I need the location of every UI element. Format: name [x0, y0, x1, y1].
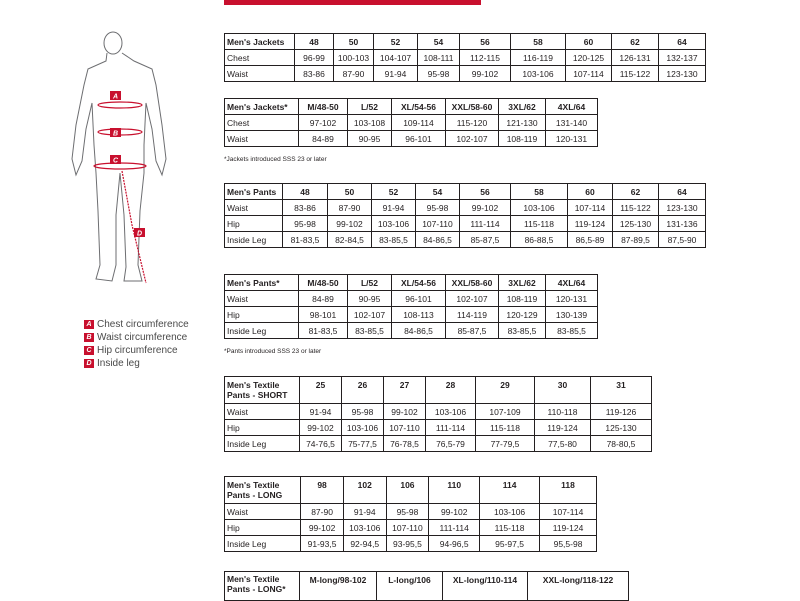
- table-cell: 110-118: [535, 404, 591, 420]
- size-header: 50: [334, 34, 374, 50]
- table-cell: 83-85,5: [499, 323, 546, 339]
- table-cell: 82-84,5: [328, 232, 372, 248]
- legend-letter: B: [84, 333, 94, 342]
- size-header: 58: [511, 34, 566, 50]
- table-cell: 99-102: [328, 216, 372, 232]
- table-row: [225, 323, 598, 339]
- table-cell: 77,5-80: [535, 436, 591, 452]
- table-row: [225, 115, 598, 131]
- top-accent-bar: [224, 0, 481, 5]
- table-cell: 111-114: [429, 520, 480, 536]
- row-label: Waist: [225, 404, 300, 420]
- table-cell: 86,5-89: [568, 232, 613, 248]
- table-cell: 115-120: [446, 115, 499, 131]
- size-header: 31: [591, 377, 652, 404]
- table-title-line: Pants - LONG: [227, 490, 283, 500]
- table-cell: 103-106: [426, 404, 476, 420]
- table-cell: 115-122: [613, 200, 659, 216]
- table-cell: 97-102: [299, 115, 348, 131]
- table-cell: 77-79,5: [476, 436, 535, 452]
- mens-textile-long-table: [224, 476, 597, 552]
- table-cell: 99-102: [301, 520, 344, 536]
- legend-letter: C: [84, 346, 94, 355]
- table-row: [225, 536, 597, 552]
- table-cell: 114-119: [446, 307, 499, 323]
- size-header: 52: [372, 184, 416, 200]
- size-header: 118: [540, 477, 597, 504]
- size-header: 28: [426, 377, 476, 404]
- size-header: 54: [416, 184, 460, 200]
- legend-letter: D: [84, 359, 94, 368]
- table-cell: 92-94,5: [343, 536, 386, 552]
- table-row: [225, 436, 652, 452]
- mens-pants-new-table: [224, 274, 598, 339]
- table-cell: 85-87,5: [446, 323, 499, 339]
- table-header-row: [225, 34, 706, 50]
- size-header: 60: [568, 184, 613, 200]
- row-label: Chest: [225, 50, 295, 66]
- table-cell: 99-102: [460, 200, 511, 216]
- table-cell: 108-111: [418, 50, 460, 66]
- table-cell: 87-90: [301, 504, 344, 520]
- row-label: Waist: [225, 504, 301, 520]
- table-cell: 76-78,5: [384, 436, 426, 452]
- table-cell: 95-98: [342, 404, 384, 420]
- size-header: 58: [511, 184, 568, 200]
- table-cell: 108-113: [392, 307, 446, 323]
- table-cell: 87-90: [328, 200, 372, 216]
- size-header: 62: [613, 184, 659, 200]
- table-title: [225, 377, 300, 404]
- table-title: Men's Pants: [225, 184, 283, 200]
- table-cell: 102-107: [446, 291, 499, 307]
- table-cell: 103-106: [372, 216, 416, 232]
- table-cell: 123-130: [659, 66, 706, 82]
- size-header: 114: [480, 477, 540, 504]
- table-cell: 94-96,5: [429, 536, 480, 552]
- size-header: 26: [342, 377, 384, 404]
- table-cell: 90-95: [348, 131, 392, 147]
- label-d: D: [136, 230, 143, 238]
- table-cell: 96-101: [392, 291, 446, 307]
- table-cell: 91-94: [374, 66, 418, 82]
- table-cell: 108-119: [499, 131, 546, 147]
- table-title: [225, 572, 300, 601]
- size-header: 48: [295, 34, 334, 50]
- row-label: Inside Leg: [225, 323, 299, 339]
- size-header: 56: [460, 34, 511, 50]
- pants-footnote: *Pants introduced SSS 23 or later: [224, 348, 322, 355]
- table-cell: 81-83,5: [283, 232, 328, 248]
- table-cell: 125-130: [613, 216, 659, 232]
- row-label: Hip: [225, 520, 301, 536]
- table-header-row: [225, 477, 597, 504]
- size-header: L/52: [348, 275, 392, 291]
- table-title-line: Men's Textile: [227, 380, 280, 390]
- table-cell: 93-95,5: [386, 536, 429, 552]
- table-row: [225, 50, 706, 66]
- table-cell: 119-126: [591, 404, 652, 420]
- table-cell: 100-103: [334, 50, 374, 66]
- table-header-row: [225, 99, 598, 115]
- table-cell: 84-86,5: [416, 232, 460, 248]
- table-cell: 83-85,5: [372, 232, 416, 248]
- table-cell: 83-86: [283, 200, 328, 216]
- table-row: [225, 404, 652, 420]
- table-cell: 120-125: [566, 50, 612, 66]
- size-header: M/48-50: [299, 275, 348, 291]
- table-title: [225, 477, 301, 504]
- table-cell: 85-87,5: [460, 232, 511, 248]
- mens-textile-long-new-table: [224, 571, 629, 601]
- table-cell: 109-114: [392, 115, 446, 131]
- jackets-footnote: *Jackets introduced SSS 23 or later: [224, 156, 327, 163]
- table-cell: 95-98: [418, 66, 460, 82]
- table-cell: 99-102: [384, 404, 426, 420]
- table-cell: 75-77,5: [342, 436, 384, 452]
- size-header: 98: [301, 477, 344, 504]
- table-cell: 95-98: [283, 216, 328, 232]
- legend-letter: A: [84, 320, 94, 329]
- mens-textile-short-table: [224, 376, 652, 452]
- legend-text: Waist circumference: [97, 332, 188, 343]
- mens-pants-table: [224, 183, 706, 248]
- table-cell: 84-89: [299, 291, 348, 307]
- table-row: [225, 420, 652, 436]
- size-header: 106: [386, 477, 429, 504]
- legend-text: Inside leg: [97, 358, 140, 369]
- table-cell: 90-95: [348, 291, 392, 307]
- table-cell: 87-89,5: [613, 232, 659, 248]
- table-title-line: Men's Textile: [227, 480, 280, 490]
- figure-body-outline: [72, 53, 166, 281]
- table-cell: 102-107: [348, 307, 392, 323]
- row-label: Chest: [225, 115, 299, 131]
- table-cell: 112-115: [460, 50, 511, 66]
- table-cell: 95,5-98: [540, 536, 597, 552]
- row-label: Inside Leg: [225, 436, 300, 452]
- table-row: [225, 307, 598, 323]
- row-label: Waist: [225, 66, 295, 82]
- size-header: 48: [283, 184, 328, 200]
- table-cell: 91-94: [372, 200, 416, 216]
- size-header: 102: [343, 477, 386, 504]
- size-header: M/48-50: [299, 99, 348, 115]
- row-label: Hip: [225, 420, 300, 436]
- row-label: Waist: [225, 291, 299, 307]
- table-title-line: Pants - LONG*: [227, 584, 286, 594]
- table-row: [225, 216, 706, 232]
- table-cell: 107-114: [566, 66, 612, 82]
- table-title: Men's Jackets: [225, 34, 295, 50]
- size-header: 110: [429, 477, 480, 504]
- table-row: [225, 200, 706, 216]
- table-cell: 87-90: [334, 66, 374, 82]
- table-cell: 103-106: [511, 66, 566, 82]
- table-cell: 126-131: [612, 50, 659, 66]
- size-header: XL-long/110-114: [443, 572, 528, 601]
- table-cell: 96-101: [392, 131, 446, 147]
- label-a: A: [112, 93, 119, 101]
- table-cell: 99-102: [300, 420, 342, 436]
- table-cell: 120-131: [546, 131, 598, 147]
- size-header: 56: [460, 184, 511, 200]
- table-cell: 111-114: [460, 216, 511, 232]
- size-header: 62: [612, 34, 659, 50]
- label-c: C: [112, 157, 119, 165]
- size-header: 64: [659, 184, 706, 200]
- table-cell: 107-114: [568, 200, 613, 216]
- table-cell: 130-139: [546, 307, 598, 323]
- table-header-row: [225, 572, 629, 601]
- mens-jackets-table: [224, 33, 706, 82]
- table-cell: 119-124: [568, 216, 613, 232]
- legend-item: [84, 357, 189, 370]
- table-cell: 78-80,5: [591, 436, 652, 452]
- size-header: 27: [384, 377, 426, 404]
- table-cell: 107-110: [386, 520, 429, 536]
- row-label: Waist: [225, 131, 299, 147]
- size-header: XXL/58-60: [446, 275, 499, 291]
- table-cell: 104-107: [374, 50, 418, 66]
- size-header: 3XL/62: [499, 275, 546, 291]
- table-header-row: [225, 184, 706, 200]
- table-cell: 87,5-90: [659, 232, 706, 248]
- size-header: L/52: [348, 99, 392, 115]
- measurement-legend: [84, 318, 189, 370]
- table-cell: 115-118: [511, 216, 568, 232]
- table-cell: 91-94: [343, 504, 386, 520]
- table-cell: 103-106: [343, 520, 386, 536]
- size-header: 52: [374, 34, 418, 50]
- table-row: [225, 291, 598, 307]
- size-header: 4XL/64: [546, 99, 598, 115]
- table-cell: 74-76,5: [300, 436, 342, 452]
- table-row: [225, 504, 597, 520]
- row-label: Inside Leg: [225, 536, 301, 552]
- table-cell: 84-86,5: [392, 323, 446, 339]
- row-label: Inside Leg: [225, 232, 283, 248]
- table-cell: 99-102: [460, 66, 511, 82]
- table-cell: 107-109: [476, 404, 535, 420]
- figure-head: [104, 32, 122, 54]
- table-cell: 120-129: [499, 307, 546, 323]
- table-cell: 86-88,5: [511, 232, 568, 248]
- row-label: Hip: [225, 216, 283, 232]
- size-header: 4XL/64: [546, 275, 598, 291]
- table-cell: 103-108: [348, 115, 392, 131]
- size-header: XXL-long/118-122: [528, 572, 629, 601]
- size-header: 25: [300, 377, 342, 404]
- size-header: L-long/106: [377, 572, 443, 601]
- table-row: [225, 232, 706, 248]
- table-title-line: Pants - SHORT: [227, 390, 288, 400]
- size-header: XL/54-56: [392, 275, 446, 291]
- table-cell: 95-98: [416, 200, 460, 216]
- table-cell: 83-85,5: [348, 323, 392, 339]
- legend-item: [84, 344, 189, 357]
- table-cell: 84-89: [299, 131, 348, 147]
- size-header: 3XL/62: [499, 99, 546, 115]
- table-cell: 132-137: [659, 50, 706, 66]
- table-cell: 95-98: [386, 504, 429, 520]
- table-cell: 76,5-79: [426, 436, 476, 452]
- table-cell: 131-136: [659, 216, 706, 232]
- size-header: 29: [476, 377, 535, 404]
- table-cell: 119-124: [535, 420, 591, 436]
- table-cell: 91-94: [300, 404, 342, 420]
- table-row: [225, 520, 597, 536]
- legend-text: Chest circumference: [97, 319, 189, 330]
- table-cell: 120-131: [546, 291, 598, 307]
- table-cell: 119-124: [540, 520, 597, 536]
- table-cell: 115-118: [480, 520, 540, 536]
- table-cell: 123-130: [659, 200, 706, 216]
- table-title-line: Men's Textile: [227, 574, 280, 584]
- size-header: XL/54-56: [392, 99, 446, 115]
- table-cell: 107-110: [416, 216, 460, 232]
- table-cell: 125-130: [591, 420, 652, 436]
- table-cell: 83-85,5: [546, 323, 598, 339]
- mens-jackets-new-table: [224, 98, 598, 147]
- table-cell: 91-93,5: [301, 536, 344, 552]
- table-cell: 83-86: [295, 66, 334, 82]
- table-cell: 115-122: [612, 66, 659, 82]
- size-header: M-long/98-102: [300, 572, 377, 601]
- table-cell: 95-97,5: [480, 536, 540, 552]
- chest-line: [98, 102, 142, 108]
- row-label: Waist: [225, 200, 283, 216]
- table-cell: 81-83,5: [299, 323, 348, 339]
- table-title: Men's Jackets*: [225, 99, 299, 115]
- table-cell: 96-99: [295, 50, 334, 66]
- table-cell: 102-107: [446, 131, 499, 147]
- size-header: 30: [535, 377, 591, 404]
- table-cell: 103-106: [511, 200, 568, 216]
- table-header-row: [225, 377, 652, 404]
- table-cell: 131-140: [546, 115, 598, 131]
- table-cell: 99-102: [429, 504, 480, 520]
- table-row: [225, 66, 706, 82]
- table-cell: 108-119: [499, 291, 546, 307]
- table-cell: 121-130: [499, 115, 546, 131]
- table-cell: 111-114: [426, 420, 476, 436]
- size-header: 64: [659, 34, 706, 50]
- legend-text: Hip circumference: [97, 345, 178, 356]
- legend-item: [84, 331, 189, 344]
- table-cell: 116-119: [511, 50, 566, 66]
- size-header: XXL/58-60: [446, 99, 499, 115]
- body-measurement-figure: [60, 25, 220, 305]
- table-cell: 107-110: [384, 420, 426, 436]
- table-cell: 98-101: [299, 307, 348, 323]
- table-cell: 103-106: [342, 420, 384, 436]
- size-header: 60: [566, 34, 612, 50]
- legend-item: [84, 318, 189, 331]
- label-b: B: [112, 130, 119, 138]
- row-label: Hip: [225, 307, 299, 323]
- table-cell: 103-106: [480, 504, 540, 520]
- table-header-row: [225, 275, 598, 291]
- table-row: [225, 131, 598, 147]
- size-header: 50: [328, 184, 372, 200]
- table-cell: 107-114: [540, 504, 597, 520]
- table-cell: 115-118: [476, 420, 535, 436]
- size-header: 54: [418, 34, 460, 50]
- table-title: Men's Pants*: [225, 275, 299, 291]
